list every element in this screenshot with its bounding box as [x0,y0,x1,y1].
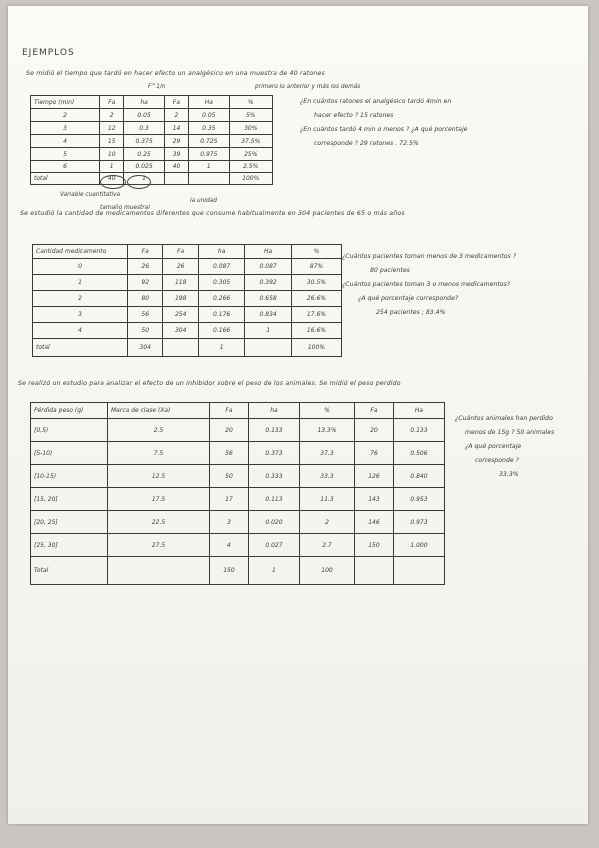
cell: 2 [31,109,100,122]
cell: 100% [291,339,341,357]
answer-line: 33.3% [499,471,519,478]
cell: 50 [210,465,249,488]
cell: 5 [31,148,100,161]
col-header: Fa [354,403,393,419]
col-header: Fa [210,403,249,419]
example3-table [30,402,445,585]
cell: 4 [31,135,100,148]
table-row [31,161,273,173]
question-line: ¿Cuántos pacientes toman 3 o menos medicamentos? [342,281,511,288]
circle-annotation [127,175,151,189]
cell: 37.3 [299,442,354,465]
question-line: ¿A qué porcentaje corresponde? [358,295,459,302]
question-line: ¿En cuántos tardó 4 min o menos ? ¿A qué porcentaje [300,126,468,133]
cell: 92 [128,275,163,291]
cell: 22.5 [108,511,210,534]
cell: 2.7 [299,534,354,557]
cell: 39 [164,148,188,161]
cell [354,557,393,585]
cell: 0.834 [245,307,291,323]
cell: 150 [354,534,393,557]
cell: 0.05 [124,109,164,122]
question-line: ¿Cuántos animales han perdido [455,415,553,422]
cell: 40 [100,173,124,185]
table-total-row [33,339,342,357]
question-line: ¿En cuántos ratones el analgésico tardó 4min en [300,98,452,105]
table-header-row [33,245,342,259]
cell: 0.176 [198,307,244,323]
cell: 198 [163,291,198,307]
example1-questions [300,95,467,151]
cell: 0.506 [393,442,444,465]
annotation-unit: la unidad [190,198,217,204]
col-header: Pérdida peso (g) [31,403,108,419]
cell: 12.5 [108,465,210,488]
cell: 29 [164,135,188,148]
cell: 304 [163,323,198,339]
example3-questions [455,412,554,482]
cell: 0.392 [245,275,291,291]
answer-line: 80 pacientes [370,267,410,274]
table-header-row [31,96,273,109]
answer-line: 254 pacientes ; 83.4% [376,309,446,316]
cell: 40 [164,161,188,173]
cell: 80 [128,291,163,307]
cell: Total [31,557,108,585]
cell: 20 [210,419,249,442]
cell: [0,5) [31,419,108,442]
cell: 56 [128,307,163,323]
col-header: Ha [245,245,291,259]
col-header: Ha [393,403,444,419]
cell: [25, 30] [31,534,108,557]
col-header: Ha [189,96,229,109]
answer-line: corresponde ? 29 ratones . 72.5% [314,140,419,147]
table-row [33,275,342,291]
table-row [31,419,445,442]
cell: 3 [210,511,249,534]
cell: 100% [229,173,273,185]
cell: 17.6% [291,307,341,323]
table-row [31,488,445,511]
cell: 254 [163,307,198,323]
table-total-row [31,557,445,585]
col-header: % [299,403,354,419]
cell: 11.3 [299,488,354,511]
cell: 17.5 [108,488,210,511]
cell [245,339,291,357]
cell: 1 [100,161,124,173]
cell: 0.166 [198,323,244,339]
cell [189,173,229,185]
cell: 0.305 [198,275,244,291]
cell: 0.725 [189,135,229,148]
annotation-sample-size: tamaño muestral [100,205,150,211]
example2-statement: Se estudió la cantidad de medicamentos diferentes que consume habitualmente en 304 pacientes de 65 o más años [20,210,405,217]
cell: 3 [33,307,128,323]
col-header: Cantidad medicamento [33,245,128,259]
cell: 15 [100,135,124,148]
col-header: ha [198,245,244,259]
example1-statement: Se midió el tiempo que tardó en hacer efecto un analgésico en una muestra de 40 ratones [26,70,325,77]
cell: 10 [100,148,124,161]
cell: [10-15) [31,465,108,488]
cell: 1 [198,339,244,357]
cell: 2 [299,511,354,534]
table-row [31,534,445,557]
answer-line: menos de 15g ? 50 animales [465,429,555,436]
table-row [31,122,273,135]
table-row [31,148,273,161]
cell: 30.5% [291,275,341,291]
cell: 1 [124,173,164,185]
cell: 0.025 [124,161,164,173]
cell [163,339,198,357]
example1-table [30,95,273,185]
cell: 26.6% [291,291,341,307]
cell: 4 [33,323,128,339]
cell: 2 [100,109,124,122]
cell: 0.953 [393,488,444,511]
cell: 0.087 [245,259,291,275]
example2-questions [342,250,516,320]
cell: 0.266 [198,291,244,307]
cell: 25% [229,148,273,161]
cell: 0.027 [248,534,299,557]
cell: 26 [128,259,163,275]
cell: 27.5 [108,534,210,557]
cell: 0.087 [198,259,244,275]
cell: total [31,173,100,185]
example1-note-cumulative: primero lo anterior y más los demás [255,84,361,90]
annotation-variable: Variable cuantitativa [60,192,121,198]
cell: 87% [291,259,341,275]
col-header: % [291,245,341,259]
cell: 14 [164,122,188,135]
cell: 0.35 [189,122,229,135]
cell: 2 [164,109,188,122]
cell: 76 [354,442,393,465]
cell: 0.658 [245,291,291,307]
table-row [31,135,273,148]
cell: 20 [354,419,393,442]
col-header: Marca de clase (Xa) [108,403,210,419]
cell: [15, 20] [31,488,108,511]
cell: 150 [210,557,249,585]
cell: 33.3 [299,465,354,488]
cell: 146 [354,511,393,534]
col-header: ha [124,96,164,109]
col-header: Fa [128,245,163,259]
cell: 304 [128,339,163,357]
cell: 56 [210,442,249,465]
cell: 5% [229,109,273,122]
table-row [33,307,342,323]
cell: 143 [354,488,393,511]
cell: 37.5% [229,135,273,148]
cell: 0.375 [124,135,164,148]
cell: 2.5% [229,161,273,173]
cell: [5-10) [31,442,108,465]
cell [393,557,444,585]
cell: 30% [229,122,273,135]
col-header: Fa [163,245,198,259]
table-row [31,465,445,488]
cell: 0.133 [248,419,299,442]
cell: 0.05 [189,109,229,122]
cell: 13.3% [299,419,354,442]
cell: 1 [248,557,299,585]
col-header: ha [248,403,299,419]
table-row [33,291,342,307]
cell [108,557,210,585]
cell: 0.020 [248,511,299,534]
table-row [33,323,342,339]
cell: 2.5 [108,419,210,442]
cell: 1 [189,161,229,173]
question-line: ¿A qué porcentaje [465,443,522,450]
cell: 0.373 [248,442,299,465]
cell: 100 [299,557,354,585]
table-row [31,442,445,465]
circle-annotation [100,175,126,189]
col-header: % [229,96,273,109]
cell [164,173,188,185]
table-header-row [31,403,445,419]
cell: 0.133 [393,419,444,442]
cell: 0.840 [393,465,444,488]
cell: 0.973 [393,511,444,534]
cell: 17 [210,488,249,511]
answer-line: hacer efecto ? 15 ratones [314,112,394,119]
table-row [31,511,445,534]
col-header: Fa [100,96,124,109]
cell: 0.3 [124,122,164,135]
cell: 0.25 [124,148,164,161]
cell: 118 [163,275,198,291]
question-line: ¿Cuántos pacientes toman menos de 3 medicamentos ? [342,253,517,260]
cell: [20, 25] [31,511,108,534]
col-header: Fa [164,96,188,109]
cell: 1 [33,275,128,291]
cell: 1.000 [393,534,444,557]
table-row [31,109,273,122]
cell: 12 [100,122,124,135]
cell: 6 [31,161,100,173]
cell: 0 [33,259,128,275]
example3-statement: Se realizó un estudio para analizar el efecto de un inhibidor sobre el peso de los animales. Se midió el peso perdido [18,380,401,387]
table-row [33,259,342,275]
example1-note-formula: F^1/n [148,84,166,90]
cell: 4 [210,534,249,557]
cell: 16.6% [291,323,341,339]
col-header: Tiempo (min) [31,96,100,109]
page-title: EJEMPLOS [22,48,75,58]
cell: 1 [245,323,291,339]
cell: 2 [33,291,128,307]
cell: 7.5 [108,442,210,465]
cell: 50 [128,323,163,339]
cell: 0.333 [248,465,299,488]
table-total-row [31,173,273,185]
cell: 26 [163,259,198,275]
cell: 3 [31,122,100,135]
cell: 126 [354,465,393,488]
cell: 0.975 [189,148,229,161]
cell: total [33,339,128,357]
question-line: corresponde ? [475,457,519,464]
example2-table [32,244,342,357]
cell: 0.113 [248,488,299,511]
